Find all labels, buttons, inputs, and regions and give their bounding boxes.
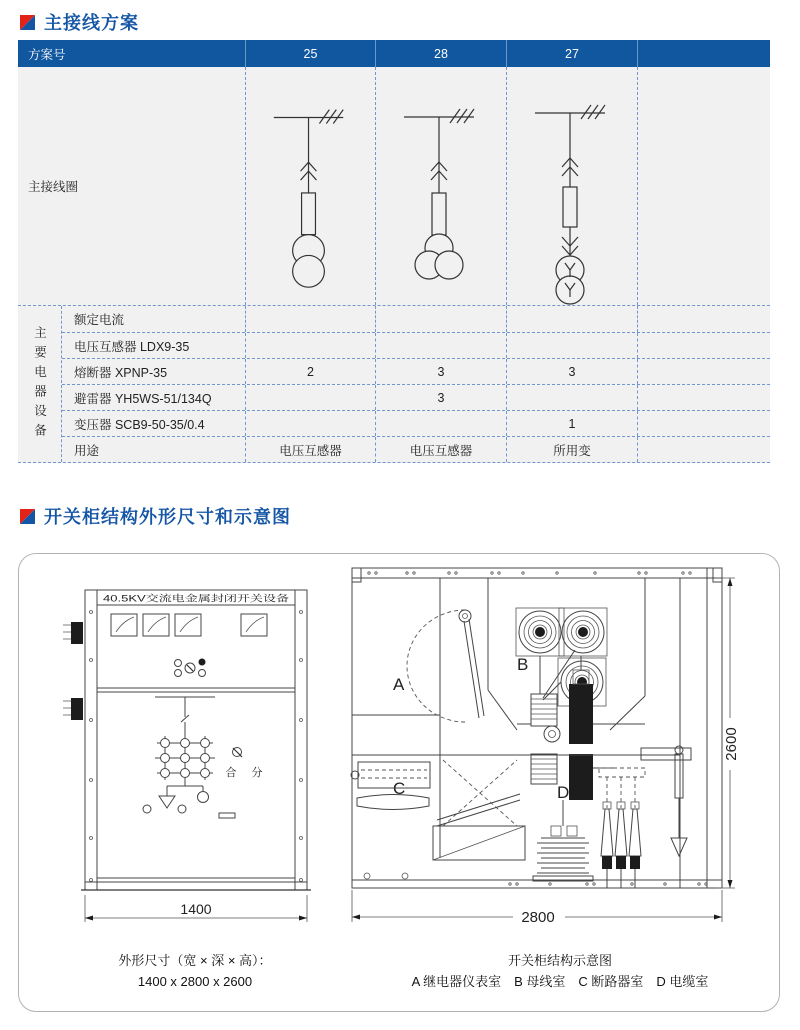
section2-title (20, 503, 291, 529)
depth-dimension (352, 890, 722, 926)
row-value: 电压互感器 (245, 437, 375, 462)
row-value (375, 411, 506, 436)
height-dimension (715, 578, 740, 888)
table-row (62, 384, 770, 410)
circuit-diagram-28-svg (376, 67, 506, 305)
row-value: 所用变 (506, 437, 637, 462)
row-value (245, 333, 375, 358)
cabinet-front-view (55, 570, 335, 940)
table-row (62, 332, 770, 358)
cabinet-title: 40.5KV交流电金属封闭开关设备 (103, 593, 232, 604)
row-value-empty (637, 333, 770, 358)
table-body (18, 67, 770, 463)
circuit-diagram-25-svg (246, 67, 375, 305)
section1-title-text: 主接线方案 (44, 13, 139, 33)
row-value-empty (637, 437, 770, 462)
diagram-row (18, 67, 770, 306)
row-value (375, 333, 506, 358)
row-label: 用途 (74, 443, 100, 458)
row-value: 2 (245, 359, 375, 384)
screw-dots (90, 611, 303, 882)
row-label: 避雷器 YH5WS-51/134Q (74, 391, 212, 406)
insulator-stack (533, 800, 593, 881)
width-dimension (85, 895, 307, 922)
compartment-c-label: C (393, 779, 406, 798)
indicator-lamps (175, 659, 206, 677)
dim-2800: 2800 (521, 909, 555, 926)
scheme-diagram-28 (375, 67, 506, 305)
dimensions-caption-line1: 外形尺寸（宽 × 深 × 高）： (118, 953, 272, 968)
close-label: 合 (225, 767, 237, 779)
row-label: 额定电流 (74, 313, 125, 327)
row-value-empty (637, 411, 770, 436)
breaker-truck (351, 762, 430, 879)
cabinet-front-view-svg (55, 570, 335, 940)
structure-section-view (345, 558, 765, 950)
row-value: 3 (506, 359, 637, 384)
rivet-dots (368, 572, 707, 885)
diagram-row-label: 主接线圈 (28, 180, 79, 194)
row-value-empty (637, 359, 770, 384)
structure-caption-line2: A 继电器仪表室 B 母线室 C 断路器室 D 电缆室 (411, 974, 709, 989)
compartment-b-label: B (517, 655, 529, 674)
row-value-empty (637, 385, 770, 410)
dimensions-caption (45, 950, 345, 992)
scheme-number-empty (637, 40, 770, 67)
mimic-diagram (155, 697, 215, 808)
scheme-diagram-25 (245, 67, 375, 305)
compartment-a-label: A (393, 675, 405, 694)
row-value: 1 (506, 411, 637, 436)
row-label: 变压器 SCB9-50-35/0.4 (74, 417, 205, 432)
table-row (62, 358, 770, 384)
section1-title (20, 9, 139, 35)
row-value: 3 (375, 385, 506, 410)
row-value (245, 385, 375, 410)
row-value: 电压互感器 (375, 437, 506, 462)
open-label: 分 (251, 767, 263, 779)
dimensions-caption-line2: 1400 x 2800 x 2600 (137, 974, 253, 989)
row-label: 电压互感器 LDX9-35 (74, 339, 190, 354)
row-value-empty (637, 306, 770, 332)
row-value (245, 411, 375, 436)
dim-1400: 1400 (180, 901, 212, 917)
structure-caption (355, 950, 765, 992)
scheme-diagram-27 (506, 67, 637, 305)
scheme-number-25: 25 (245, 40, 375, 67)
scheme-col-header: 方案号 (28, 47, 66, 62)
row-value: 3 (375, 359, 506, 384)
structure-caption-line1: 开关柜结构示意图 (507, 953, 612, 968)
equipment-group-cell (18, 306, 62, 462)
diagram-cell-empty (637, 67, 770, 305)
cable-terminations (599, 748, 691, 888)
close-open-switch (226, 748, 263, 780)
scheme-number-28: 28 (375, 40, 506, 67)
scheme-number-27: 27 (506, 40, 637, 67)
table-row (62, 410, 770, 436)
equipment-section (18, 306, 770, 463)
table-row (62, 306, 770, 332)
row-value (245, 306, 375, 332)
dim-2600: 2600 (723, 727, 740, 761)
structure-section-svg (345, 558, 765, 950)
table-header-row (18, 40, 770, 67)
compartment-d-label: D (557, 783, 570, 802)
row-label: 熔断器 XPNP-35 (74, 365, 168, 380)
meter-icons (111, 614, 267, 636)
row-value (506, 306, 637, 332)
row-value (506, 385, 637, 410)
row-value (375, 306, 506, 332)
hinge-icons (63, 622, 83, 720)
equipment-grid (62, 306, 770, 462)
main-wiring-scheme-table (18, 40, 770, 463)
circuit-diagram-27-svg (507, 67, 637, 305)
busbar-bushings (516, 608, 607, 706)
section2-title-text: 开关柜结构外形尺寸和示意图 (44, 507, 291, 527)
door-swing-arc (407, 610, 465, 722)
section-bullet-icon (20, 15, 35, 30)
section-bullet-icon (20, 509, 35, 524)
equipment-group-label: 主要电器设备 (32, 325, 47, 443)
table-row (62, 436, 770, 462)
row-value (506, 333, 637, 358)
